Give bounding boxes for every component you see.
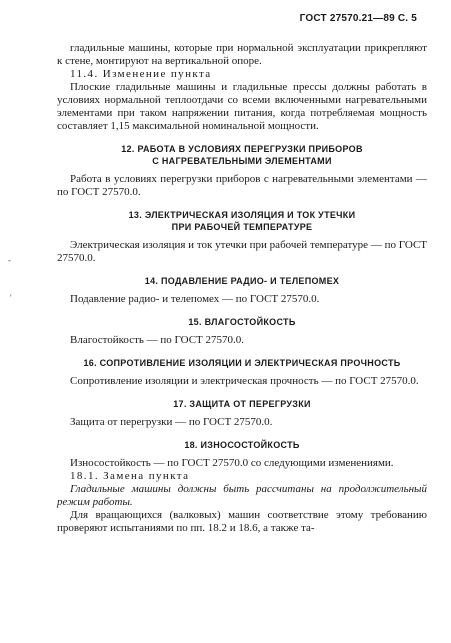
paragraph: Защита от перегрузки — по ГОСТ 27570.0. [70, 416, 273, 428]
paragraph: Сопротивление изоляции и электрическая прочность — по ГОСТ 27570.0. [70, 375, 419, 387]
clause-title: 18.1. Замена пункта [70, 470, 190, 482]
margin-mark: - [8, 255, 11, 265]
paragraph: Работа в условиях перегрузки приборов с нагревательными элементами — по ГОСТ 27570.0. [57, 173, 427, 198]
paragraph: Износостойкость — по ГОСТ 27570.0 со следующими изменениями. [70, 457, 394, 469]
margin-mark: ' [10, 293, 12, 303]
section-heading: 15. ВЛАГОСТОЙКОСТЬ [188, 317, 296, 327]
clause-title: 11.4. Изменение пункта [70, 68, 212, 80]
paragraph: Плоские гладильные машины и гладильные прессы должны работать в условиях нормальной теплоотдачи со всеми включенными нагревательными элементами при таком напряжении питания, когда потребляемая мощность составляет 1,15 максимальной номинальной мощности. [57, 81, 427, 132]
section-heading: 16. СОПРОТИВЛЕНИЕ ИЗОЛЯЦИИ И ЭЛЕКТРИЧЕСКАЯ ПРОЧНОСТЬ [83, 358, 401, 368]
section-heading: 18. ИЗНОСОСТОЙКОСТЬ [184, 440, 300, 450]
section-heading: 12. РАБОТА В УСЛОВИЯХ ПЕРЕГРУЗКИ ПРИБОРОВ [121, 144, 363, 154]
section-heading: 17. ЗАЩИТА ОТ ПЕРЕГРУЗКИ [173, 399, 311, 409]
section-heading: 13. ЭЛЕКТРИЧЕСКАЯ ИЗОЛЯЦИЯ И ТОК УТЕЧКИ [128, 210, 356, 220]
section-heading: С НАГРЕВАТЕЛЬНЫМИ ЭЛЕМЕНТАМИ [152, 156, 332, 166]
paragraph: Подавление радио- и телепомех — по ГОСТ 27570.0. [70, 293, 320, 305]
section-heading: 14. ПОДАВЛЕНИЕ РАДИО- И ТЕЛЕПОМЕХ [144, 276, 340, 286]
document-body [57, 42, 427, 535]
paragraph: гладильные машины, которые при нормальной эксплуатации прикрепляют к стене, монтируют на вертикальной опоре. [57, 42, 427, 67]
paragraph: Для вращающихся (валковых) машин соответствие этому требованию проверяют испытаниями по пп. 18.2 и 18.6, а также та- [57, 509, 427, 534]
section-heading: ПРИ РАБОЧЕЙ ТЕМПЕРАТУРЕ [171, 222, 313, 232]
paragraph: Влагостойкость — по ГОСТ 27570.0. [70, 334, 245, 346]
page-header: ГОСТ 27570.21—89 С. 5 [299, 13, 417, 24]
paragraph: Электрическая изоляция и ток утечки при рабочей температуре — по ГОСТ 27570.0. [57, 239, 427, 264]
paragraph-italic: Гладильные машины должны быть рассчитаны на продолжительный режим работы. [57, 483, 427, 508]
